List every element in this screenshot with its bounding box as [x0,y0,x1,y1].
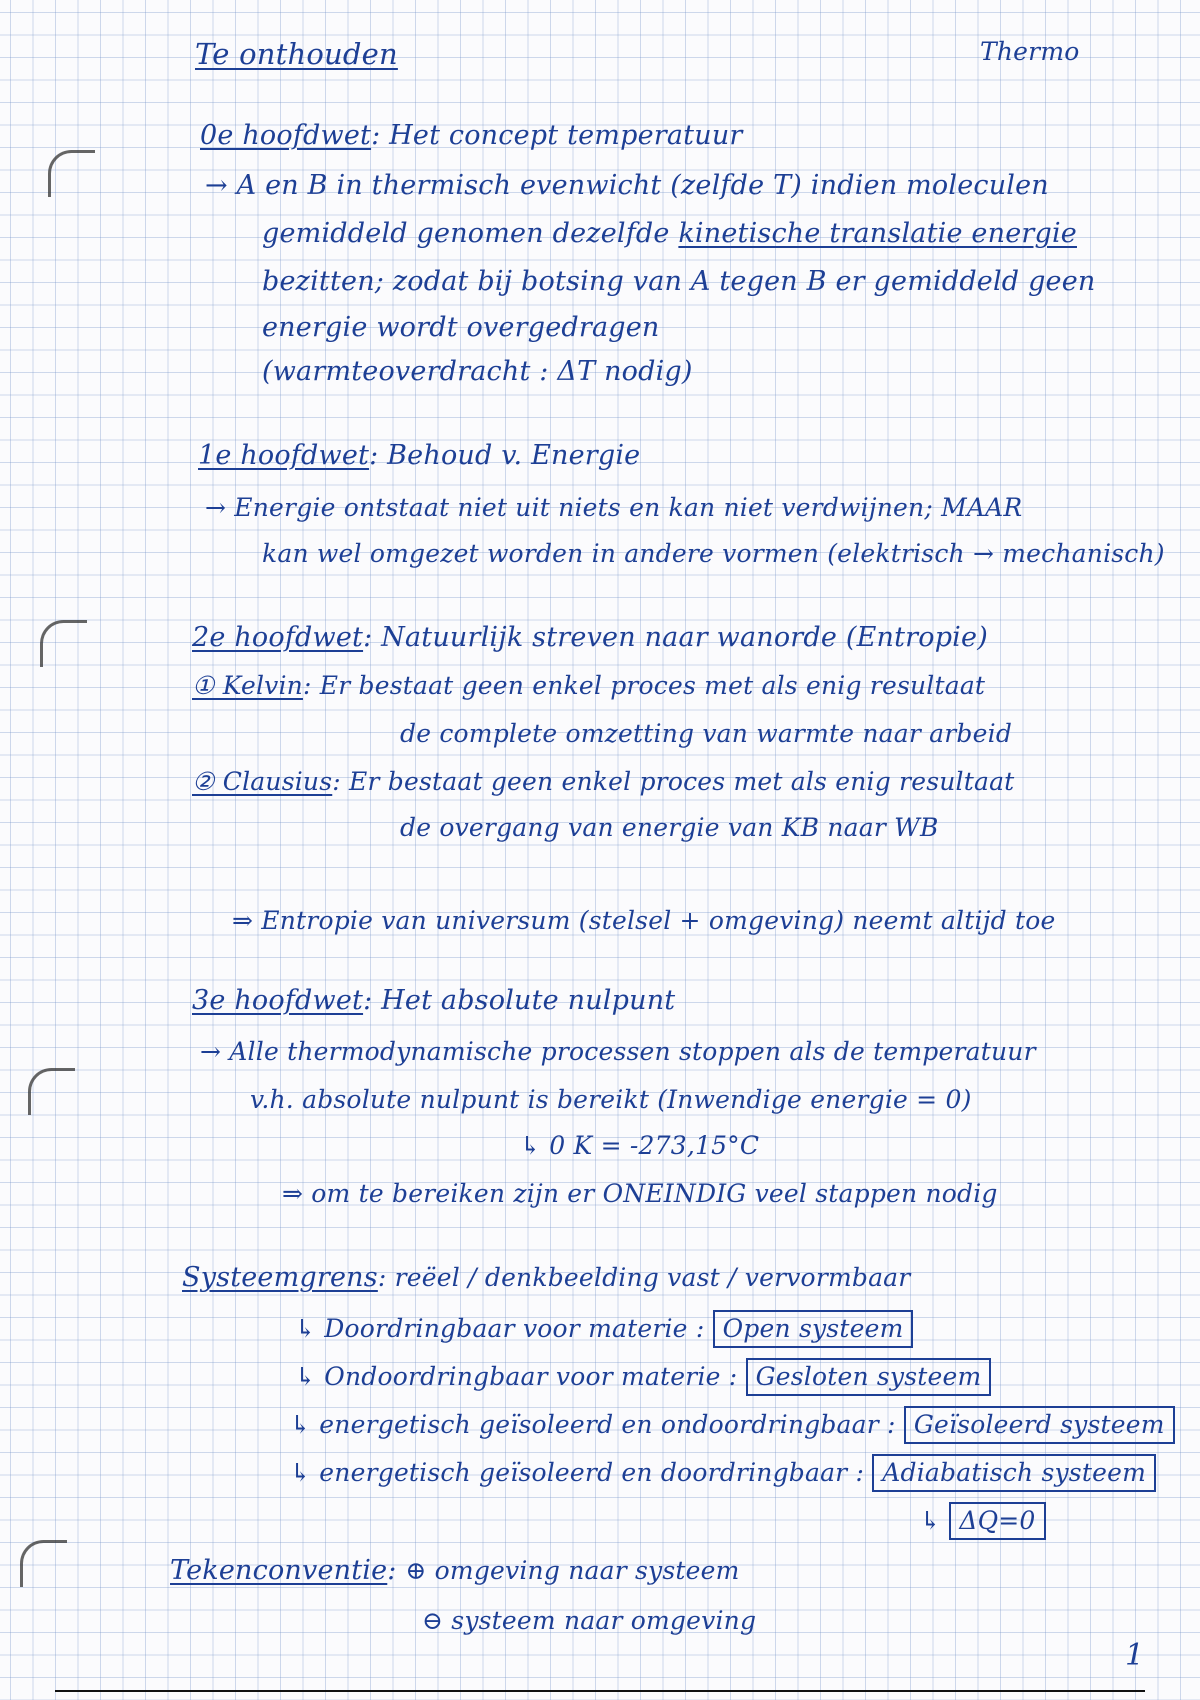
clausius-statement [192,766,1014,798]
first-law-title: : Behoud v. Energie [369,440,641,471]
zeroth-law-heading [200,120,743,152]
third-law-title: : Het absolute nulpunt [363,985,676,1016]
clausius-label: ② Clausius [192,767,333,796]
arrow-icon: ↳ [920,1506,942,1535]
kelvin-statement [192,670,985,702]
absolute-zero-value: ↳ 0 K = -273,15°C [520,1131,760,1160]
punch-hole-mark [40,620,87,667]
kelvin-label: ① Kelvin [192,671,303,700]
sign-plus-text: ⊕ omgeving naar systeem [405,1556,740,1585]
second-law-label: 2e hoofdwet [192,622,364,653]
second-law-heading [192,622,988,654]
page-title: Te onthouden [195,37,398,71]
subject-label: Thermo [980,37,1080,66]
system-type-row [295,1310,913,1348]
system-type-description: ↳ Ondoordringbaar voor materie : [295,1362,738,1391]
system-type-description: ↳ energetisch geïsoleerd en doordringbaar : [290,1458,865,1487]
system-type-box: Gesloten systeem [746,1358,992,1396]
adiabatic-note [920,1502,1046,1540]
punch-hole-mark [20,1540,67,1587]
zeroth-law-line: energie wordt overgedragen [262,312,660,343]
first-law-line: → Energie ontstaat niet uit niets en kan niet verdwijnen; MAAR [205,493,1023,522]
system-type-box: Adiabatisch systeem [872,1454,1156,1492]
sign-convention-label: Tekenconventie [170,1555,388,1586]
third-law-label: 3e hoofdwet [192,985,364,1016]
second-law-title: : Natuurlijk streven naar wanorde (Entropie) [363,622,988,653]
first-law-label: 1e hoofdwet [198,440,370,471]
third-law-line: ⇒ om te bereiken zijn er ONEINDIG veel stappen nodig [282,1179,998,1208]
zeroth-law-line: bezitten; zodat bij botsing van A tegen B er gemiddeld geen [262,266,1096,297]
adiabatic-note-box: ΔQ=0 [949,1502,1045,1540]
zeroth-law-line: (warmteoverdracht : ΔT nodig) [262,356,693,387]
kinetic-energy-term: kinetische translatie energie [678,218,1077,249]
zeroth-law-text: gemiddeld genomen dezelfde [262,218,670,249]
zeroth-law-title: : Het concept temperatuur [371,120,743,151]
system-type-row [290,1406,1175,1444]
page-bottom-rule [55,1690,1145,1692]
sign-convention: Tekenconventie: ⊕ omgeving naar systeem [170,1555,740,1586]
system-boundary-label: Systeemgrens [182,1262,378,1293]
system-type-box: Geïsoleerd systeem [904,1406,1175,1444]
third-law-heading [192,985,675,1017]
zeroth-law-line: → A en B in thermisch evenwicht (zelfde T) indien moleculen [205,170,1049,201]
system-type-description: ↳ energetisch geïsoleerd en ondoordringbaar : [290,1410,896,1439]
entropy-conclusion: ⇒ Entropie van universum (stelsel + omgeving) neemt altijd toe [232,906,1056,935]
system-type-description: ↳ Doordringbaar voor materie : [295,1314,705,1343]
first-law-line: kan wel omgezet worden in andere vormen (elektrisch → mechanisch) [262,539,1165,568]
page-number: 1 [1125,1638,1145,1673]
kelvin-text-cont: de complete omzetting van warmte naar arbeid [400,719,1013,748]
first-law-heading [198,440,640,472]
punch-hole-mark [28,1068,75,1115]
system-type-row [290,1454,1156,1492]
third-law-line: v.h. absolute nulpunt is bereikt (Inwendige energie = 0) [250,1085,972,1114]
system-type-row [295,1358,991,1396]
clausius-text: : Er bestaat geen enkel proces met als enig resultaat [332,767,1015,796]
kelvin-text: : Er bestaat geen enkel proces met als enig resultaat [302,671,986,700]
third-law-line: → Alle thermodynamische processen stoppen als de temperatuur [200,1037,1036,1066]
system-boundary-heading [182,1262,910,1294]
zeroth-law-line [262,218,1077,250]
system-boundary-title: : reëel / denkbeelding vast / vervormbaar [377,1263,911,1292]
sign-minus-text: ⊖ systeem naar omgeving [422,1606,757,1635]
zeroth-law-label: 0e hoofdwet [200,120,372,151]
clausius-text-cont: de overgang van energie van KB naar WB [400,813,939,842]
system-type-box: Open systeem [713,1310,914,1348]
punch-hole-mark [48,150,95,197]
